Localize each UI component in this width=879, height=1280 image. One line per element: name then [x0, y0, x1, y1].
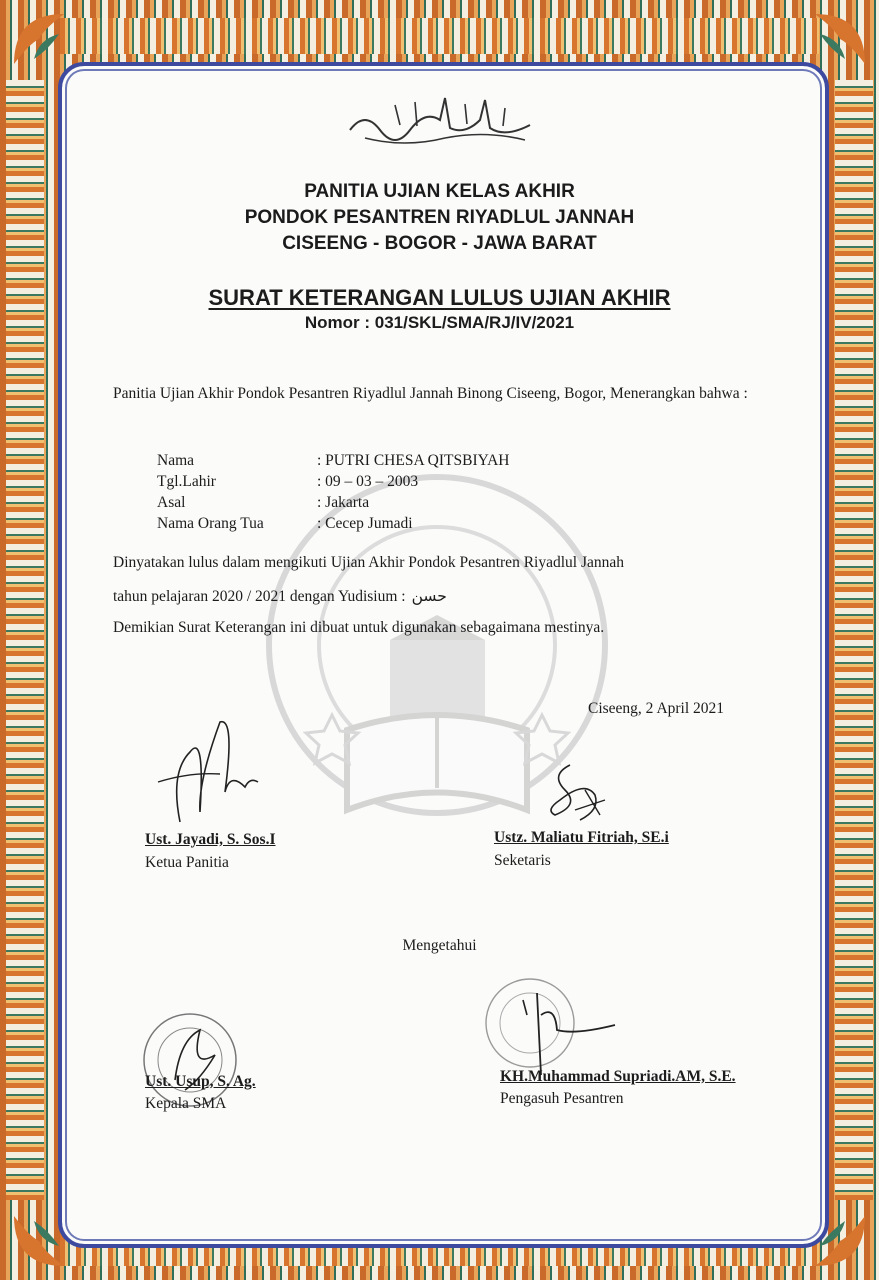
field-value: : 09 – 03 – 2003 — [317, 473, 419, 490]
field-value: : Cecep Jumadi — [317, 515, 413, 532]
document-number: Nomor : 031/SKL/SMA/RJ/IV/2021 — [304, 313, 575, 332]
statement-line-2-text: tahun pelajaran 2020 / 2021 dengan Yudisium : — [113, 588, 406, 605]
document-title: SURAT KETERANGAN LULUS UJIAN AKHIR — [208, 285, 671, 310]
signer-ketua-name: Ust. Jayadi, S. Sos.I — [145, 831, 276, 848]
corner-ornament-icon — [805, 4, 875, 74]
header-institution: PONDOK PESANTREN RIYADLUL JANNAH — [244, 207, 635, 228]
signer-pengasuh-name: KH.Muhammad Supriadi.AM, S.E. — [500, 1068, 736, 1085]
field-row-nama — [157, 450, 509, 471]
signer-pengasuh-role: Pengasuh Pesantren — [500, 1090, 624, 1107]
field-label: Asal — [157, 494, 186, 511]
signer-sekretaris-role: Seketaris — [494, 852, 551, 869]
student-details — [157, 450, 509, 534]
signer-kepala-name: Ust. Usup, S. Ag. — [145, 1073, 256, 1090]
signature-sekretaris-icon — [540, 760, 610, 830]
yudisium-grade: حسن — [411, 587, 447, 605]
field-row-orang-tua — [157, 513, 509, 534]
signer-ketua-role: Ketua Panitia — [145, 854, 229, 871]
signer-sekretaris-name: Ustz. Maliatu Fitriah, SE.i — [494, 829, 669, 846]
field-label: Nama Orang Tua — [157, 515, 264, 532]
field-value: : Jakarta — [317, 494, 370, 511]
intro-paragraph: Panitia Ujian Akhir Pondok Pesantren Riyadlul Jannah Binong Ciseeng, Bogor, Menerangkan bahwa : — [113, 385, 748, 402]
signer-kepala-role: Kepala SMA — [145, 1095, 227, 1112]
bismillah-calligraphy — [345, 90, 535, 150]
field-label: Nama — [157, 452, 195, 469]
header-committee: PANITIA UJIAN KELAS AKHIR — [304, 181, 575, 202]
field-row-asal — [157, 492, 509, 513]
field-label: Tgl.Lahir — [157, 473, 216, 490]
field-value: : PUTRI CHESA QITSBIYAH — [317, 452, 510, 469]
border-band-top — [60, 18, 819, 54]
corner-ornament-icon — [4, 4, 74, 74]
header-location: CISEENG - BOGOR - JAWA BARAT — [282, 233, 597, 254]
field-row-tgl-lahir — [157, 471, 509, 492]
place-date: Ciseeng, 2 April 2021 — [588, 700, 725, 717]
statement-line-2 — [113, 586, 447, 607]
signature-ketua-icon — [150, 712, 260, 832]
statement-line-1: Dinyatakan lulus dalam mengikuti Ujian Akhir Pondok Pesantren Riyadlul Jannah — [113, 554, 624, 571]
statement-line-3: Demikian Surat Keterangan ini dibuat untuk digunakan sebagaimana mestinya. — [113, 619, 605, 636]
acknowledged-label: Mengetahui — [402, 937, 477, 954]
